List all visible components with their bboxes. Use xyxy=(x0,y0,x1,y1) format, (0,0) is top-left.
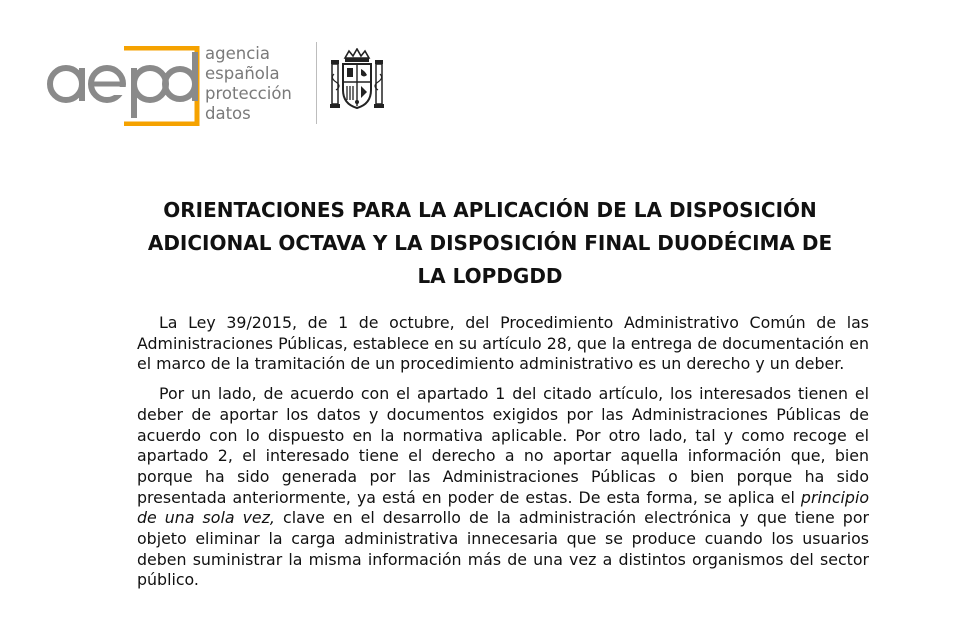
paragraph-2-text-b: clave en el desarrollo de la administración electrónica y que tiene por objeto eliminar la carga administrativa innecesaria que se produce cuando los usuarios deben suministrar la misma información más de una vez a distintos organismos del sector público. xyxy=(137,508,869,590)
document-body xyxy=(137,313,869,600)
aepd-logo xyxy=(46,46,201,126)
paragraph-1: La Ley 39/2015, de 1 de octubre, del Procedimiento Administrativo Común de las Administraciones Públicas, establece en su artículo 28, que la entrega de documentación en el marco de la tramitación de un procedimiento administrativo es un derecho y un deber. xyxy=(137,313,869,374)
title-line-3: LA LOPDGDD xyxy=(417,264,563,288)
paragraph-2-text-a: Por un lado, de acuerdo con el apartado 1 del citado artículo, los interesados tienen el deber de aportar los datos y documentos exigidos por las Administraciones Públicas de acuerdo con lo dispuesto en la normativa aplicable. Por otro lado, tal y como recoge el apartado 2, el interesado tiene el derecho a no aportar aquella información que, bien porque ha sido generada por las Administraciones Públicas o bien porque ha sido presentada anteriormente, ya está en poder de estas. De esta forma, se aplica el xyxy=(137,384,869,507)
title-line-2: ADICIONAL OCTAVA Y LA DISPOSICIÓN FINAL DUODÉCIMA DE xyxy=(147,231,833,255)
title-line-1: ORIENTACIONES PARA LA APLICACIÓN DE LA DISPOSICIÓN xyxy=(163,198,817,222)
paragraph-2-emphasis: principio de una sola vez, xyxy=(137,487,869,528)
page-header xyxy=(0,0,979,140)
logo-line-datos: datos xyxy=(205,104,251,123)
document-title xyxy=(110,194,870,293)
logo-line-espanola: española xyxy=(205,64,280,83)
coat-of-arms-icon xyxy=(328,48,386,114)
logo-line-proteccion: protección xyxy=(205,84,292,103)
logo-wordmark xyxy=(205,44,315,124)
logo-divider xyxy=(316,42,317,124)
logo-line-agencia: agencia xyxy=(205,44,270,63)
paragraph-2 xyxy=(137,384,869,591)
